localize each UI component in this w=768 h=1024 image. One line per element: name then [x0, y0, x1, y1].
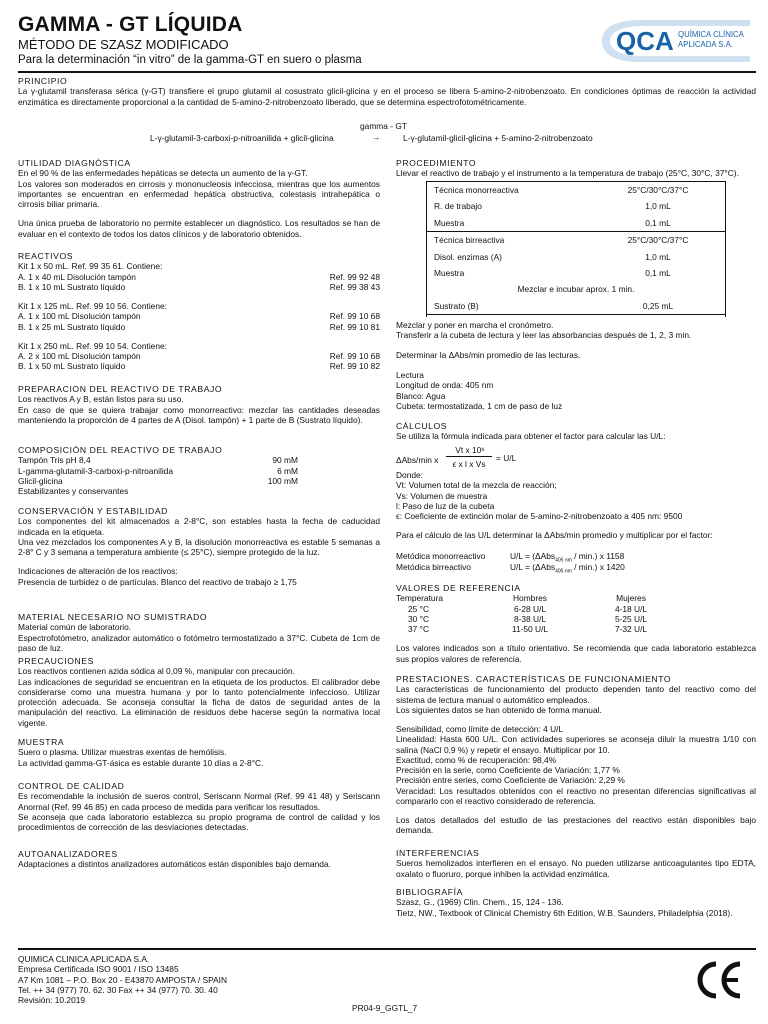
procedimiento-steps [396, 320, 756, 360]
metodica-mono-label: Metódica monorreactivo [396, 551, 486, 561]
heading-conservacion: CONSERVACIÓN Y ESTABILIDAD [18, 506, 168, 516]
document-code: PR04-9_GGTL_7 [352, 1003, 418, 1013]
procedure-table: Técnica monorreactiva 25°C/30°C/37°C R. de trabajo 1,0 mL Muestra 0,1 mL Técnica birreactiva 25°C/30°C/37°C Disol. enzimas (A) 1,0 mL Muestra 0,1 mL Mezclar e incubar aprox. 1 min. Sustrato (B) 0,25 mL [426, 181, 726, 315]
document-subtitle: MÉTODO DE SZASZ MODIFICADO [18, 37, 229, 52]
footer-certification: Empresa Certificada ISO 9001 / ISO 13485 [18, 964, 179, 975]
formula-lhs: ΔAbs/min x [396, 455, 439, 465]
calculos-d3: l: Paso de luz de la cubeta [396, 500, 495, 511]
heading-autoanalizadores: AUTOANALIZADORES [18, 849, 118, 859]
utilidad-p2: Los valores son moderados en cirrosis y mononucleosis infecciosa, mientras que los aumentos importantes se encuentran en enfermedad hepática obstructiva, colestasis intrahepática o cirrosis biliar primaria. [18, 178, 380, 210]
control-p1: Es recomendable la inclusión de sueros control, Seriscann Normal (Ref. 99 41 48) y Seriscann Anormal (Ref. 99 46 85) en cada proceso de medida para verificar los resultados. [18, 791, 380, 812]
heading-preparacion: PREPARACION DEL REACTIVO DE TRABAJO [18, 384, 223, 394]
prestaciones-p3: Sensibilidad, como límite de detección: 4 U/L [396, 724, 564, 735]
conservacion-p3: Indicaciones de alteración de los reactivos: [18, 566, 178, 577]
calculos-p1: Para el cálculo de las U/L determinar la ΔAbs/min promedio y multiplicar por el factor: [396, 530, 713, 541]
footer-company-name: QUIMICA CLINICA APLICADA S.A. [18, 954, 150, 964]
heading-procedimiento: PROCEDIMIENTO [396, 158, 477, 168]
footer-company [18, 954, 418, 1005]
precauciones-p1: Los reactivos contienen azida sódica al 0,09 %, manipular con precaución. [18, 666, 296, 677]
heading-referencia: VALORES DE REFERENCIA [396, 583, 521, 593]
heading-interferencias: INTERFERENCIAS [396, 848, 480, 858]
section-utilidad [18, 158, 380, 239]
conservacion-p1: Los componentes del kit almacenados a 2-8°C, son estables hasta la fecha de caducidad indicada en la etiqueta. [18, 516, 380, 537]
prestaciones-p9: Los datos detallados del estudio de las prestaciones del reactivo están disponibles bajo demanda. [396, 815, 756, 836]
prestaciones-p2: Los siguientes datos se han obtenido de forma manual. [396, 704, 602, 715]
formula-denominator: ϵ x l x Vs [452, 459, 486, 469]
procedimiento-p3: Determinar la ΔAbs/min promedio de las lecturas. [396, 349, 581, 360]
heading-prestaciones: PRESTACIONES. CARACTERÍSTICAS DE FUNCIONAMIENTO [396, 674, 672, 684]
section-muestra [18, 737, 380, 768]
prestaciones-p1: Las características de funcionamiento del producto dependen tanto del reactivo como del sistema de lectura manual o automático empleados. [396, 684, 756, 705]
procedimiento-intro: Llevar el reactivo de trabajo y el instrumento a la temperatura de trabajo (25°C, 30°C, 37°C). [396, 168, 739, 179]
section-interferencias [396, 848, 756, 879]
muestra-p2: La actividad gamma-GT-ásica es estable durante 10 días a 2-8°C. [18, 757, 264, 768]
formula-numerator: Vt x 10⁶ [455, 445, 485, 455]
enzyme-label: gamma - GT [360, 121, 407, 131]
principio-text: La γ-glutamil transferasa sérica (γ-GT) transfiere el grupo glutamil al cosustrato glicil-glicina y en el proceso se libera 5-amino-2-nitrobenzoato. En condiciones óptimas de reacción la actividad enzimática es directamente proporcional a la cantidad de 5-amino-2-nitrobenzoato liberado, que se determina espectrofotométricamente. [18, 86, 756, 107]
metodica-bi-label: Metódica birreactivo [396, 562, 471, 572]
heading-material: MATERIAL NECESARIO NO SUMISTRADO [18, 612, 208, 622]
muestra-p1: Suero o plasma. Utilizar muestras exentas de hemólisis. [18, 747, 227, 758]
lectura-l3: Cubeta: termostatizada, 1 cm de paso de luz [396, 400, 563, 411]
bibliografia-b2: Tietz, NW., Textbook of Clinical Chemistry 6th Edition, W.B. Saunders, Philadelphia (2018). [396, 907, 733, 918]
heading-muestra: MUESTRA [18, 737, 65, 747]
reaction-products: L-γ-glutamil-glicil-glicina + 5-amino-2-nitrobenzoato [403, 133, 593, 143]
section-reactivos: REACTIVOS Kit 1 x 50 mL. Ref. 99 35 61. Contiene: A. 1 x 40 mL Disolución tampón Ref. 99 92 48 B. 1 x 10 mL Sustrato líquido Ref. 99 38 43 Kit 1 x 125 mL. Ref. 99 10 56. Contiene: A. 1 x 100 mL Disolución tampón Ref. 99 10 68 B. 1 x 25 mL Sustrato líquido Ref. 99 10 81 Kit 1 x 250 mL. Ref. 99 10 54. Contiene: A. 2 x 100 mL Disolución tampón Ref. 99 10 68 B. 1 x 50 mL Sustrato líquido Ref. 99 10 82 [18, 251, 380, 372]
ce-mark-icon [694, 958, 746, 1002]
logo-wordmark: QUÍMICA CLÍNICA APLICADA S.A. [678, 30, 744, 49]
kit-title: Kit 1 x 125 mL. Ref. 99 10 56. Contiene: [18, 301, 167, 312]
lectura-l1: Longitud de onda: 405 nm [396, 380, 494, 391]
calculos-d1: Vt: Volumen total de la mezcla de reacción; [396, 480, 557, 491]
prestaciones-p7: Precisión entre series, como Coeficiente de Variación: 2,29 % [396, 775, 625, 786]
section-principio [18, 76, 756, 107]
composicion-footer: Estabilizantes y conservantes [18, 486, 129, 497]
lectura-l2: Blanco: Agua [396, 390, 446, 401]
calculos-d2: Vs: Volumen de muestra [396, 490, 488, 501]
metodica-mono-formula: U/L = (ΔAbs$_{405 nm}$ / min.) x 1158 [510, 551, 625, 564]
heading-reactivos: REACTIVOS [18, 251, 74, 261]
utilidad-p3: Una única prueba de laboratorio no permite establecer un diagnóstico. Los resultados se han de evaluar en el contexto de todos los datos clínicos y de laboratorio obtenidos. [18, 218, 380, 239]
kit-title: Kit 1 x 250 mL. Ref. 99 10 54. Contiene: [18, 340, 167, 351]
heading-bibliografia: BIBLIOGRAFÍA [396, 887, 463, 897]
logo-letters: QCA [616, 26, 674, 56]
conservacion-p2: Una vez mezclados los componentes A y B, la disolución monorreactiva es estable 5 semanas a 2-8° C y 3 semana a temperatura ambiente (≤ 25°C), siempre protegido de la luz. [18, 536, 380, 558]
document-title: GAMMA - GT LÍQUIDA [18, 13, 243, 36]
section-referencia [396, 583, 756, 664]
section-autoanalizadores [18, 849, 380, 870]
section-prestaciones [396, 674, 756, 836]
kit-title: Kit 1 x 50 mL. Ref. 99 35 61. Contiene: [18, 261, 163, 272]
section-calculos [396, 421, 756, 442]
utilidad-p1: En el 90 % de las enfermedades hepáticas se detecta un aumento de la γ-GT. [18, 168, 308, 179]
section-composicion: COMPOSICIÓN DEL REACTIVO DE TRABAJO Tampón Tris pH 8,4 90 mM L-gamma-glutamil-3-carboxi-p-nitroanilida 6 mM Glicil-glicina 100 mM Estabilizantes y conservantes [18, 445, 380, 496]
header-rule [18, 71, 756, 73]
prestaciones-p5: Exactitud, como % de recuperación: 98,4% [396, 754, 557, 765]
formula-rhs: = U/L [496, 453, 517, 463]
section-preparacion [18, 384, 380, 425]
heading-lectura: Lectura [396, 370, 424, 380]
prestaciones-p8: Veracidad: Los resultados obtenidos con el reactivo no presentan diferencias significativas al compararlo con el reactivo considerado de referencia. [396, 785, 756, 806]
footer-phone: Tel. ++ 34 (977) 70. 62. 30 Fax ++ 34 (977) 70. 30. 40 [18, 984, 218, 995]
conservacion-p4: Presencia de turbidez o de partículas. Blanco del reactivo de trabajo ≥ 1,75 [18, 576, 297, 587]
material-p2: Espectrofotómetro, analizador automático o fotómetro termostatizado a 37°C. Cubeta de 1cm de paso de luz. [18, 632, 380, 653]
precauciones-p2: Las indicaciones de seguridad se encuentran en la etiqueta de los productos. El calibrador debe considerarse como una muestra humana y por lo tanto potencialmente infeccioso. Utilizar protección adecuada. Se aconseja consultar la ficha de datos de seguridad antes de la manipulación del reactivo. La eliminación de residuos debe hacerse según la normativa local vigente. [18, 676, 380, 728]
heading-composicion: COMPOSICIÓN DEL REACTIVO DE TRABAJO [18, 445, 223, 455]
procedure-table-frame [426, 181, 726, 317]
prestaciones-p4: Linealidad: Hasta 600 U/L. Con actividades superiores se aconseja diluir la muestra 1/10 con salina (NaCl 0,9 %) y repetir el ensayo. Multiplicar por 10. [396, 734, 756, 755]
section-lectura [396, 370, 756, 411]
calculos-donde: Donde: [396, 470, 424, 480]
heading-utilidad: UTILIDAD DIAGNÓSTICA [18, 158, 131, 168]
reference-table: Temperatura Hombres Mujeres 25 °C 6-28 U/L 4-18 U/L 30 °C 8-38 U/L 5-25 U/L 37 °C 11-50 U/L 7-32 U/L [396, 593, 648, 635]
footer-revision: Revisión: 10.2019 [18, 995, 86, 1005]
footer-rule [18, 948, 756, 950]
reaction-reactants: L-γ-glutamil-3-carboxi-p-nitroanilida + glicil-glicina [150, 133, 334, 143]
control-p2: Se aconseja que cada laboratorio establezca su propio programa de control de calidad y los procedimientos de corrección de las desviaciones detectadas. [18, 811, 380, 833]
section-control [18, 781, 380, 832]
formula-fraction-bar [446, 456, 492, 457]
section-conservacion [18, 506, 380, 587]
document-purpose: Para la determinación “in vitro” de la gamma-GT en suero o plasma [18, 54, 362, 66]
section-precauciones [18, 656, 380, 728]
referencia-p1: Los valores indicados son a título orientativo. Se recomienda que cada laboratorio establezca sus propios valores de referencia. [396, 643, 756, 664]
autoanalizadores-p1: Adaptaciones a distintos analizadores automáticos están disponibles bajo demanda. [18, 859, 331, 870]
procedimiento-p2: Transferir a la cubeta de lectura y leer las absorbancias después de 1, 2, 3 min. [396, 330, 692, 341]
heading-precauciones: PRECAUCIONES [18, 656, 94, 666]
interferencias-p1: Sueros hemolizados interfieren en el ensayo. No pueden utilizarse anticoagulantes tipo EDTA, oxalato o fluoruro, porque inhiben la actividad enzimática. [396, 858, 756, 879]
section-bibliografia [396, 887, 761, 918]
bibliografia-b1: Szasz, G., (1969) Clin. Chem., 15, 124 - 136. [396, 897, 564, 908]
preparacion-p2: En caso de que se quiera trabajar como monorreactivo: mezclar las cantidades deseadas manteniendo la proporción de 4 partes de A (Disol. tampón) + 1 parte de B (Sustrato líquido). [18, 404, 380, 425]
reaction-arrow: → [372, 132, 381, 142]
metodica-bi-formula: U/L = (ΔAbs$_{405 nm}$ / min.) x 1420 [510, 562, 625, 575]
heading-calculos: CÁLCULOS [396, 421, 448, 431]
section-procedimiento [396, 158, 756, 179]
prestaciones-p6: Precisión en la serie, como Coeficiente de Variación: 1,77 % [396, 765, 620, 776]
calculos-d4: ϵ: Coeficiente de extinción molar de 5-amino-2-nitrobenzoato a 405 nm: 9500 [396, 511, 683, 521]
footer-address: A7 Km 1081 – P.O. Box 20 - E43870 AMPOSTA / SPAIN [18, 974, 228, 985]
procedimiento-p1: Mezclar y poner en marcha el cronómetro. [396, 320, 554, 330]
calculos-definitions [396, 470, 756, 541]
calculos-intro: Se utiliza la fórmula indicada para obtener el factor para calcular las U/L: [396, 431, 666, 442]
heading-control: CONTROL DE CALIDAD [18, 781, 125, 791]
preparacion-p1: Los reactivos A y B, están listos para su uso. [18, 394, 184, 405]
heading-principio: PRINCIPIO [18, 76, 68, 86]
material-p1: Material común de laboratorio. [18, 622, 132, 633]
section-material [18, 612, 380, 653]
